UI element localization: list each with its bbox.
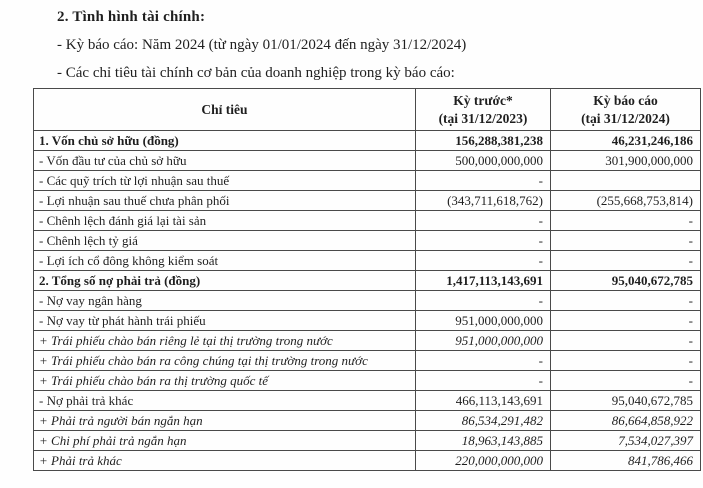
table-row xyxy=(34,411,701,431)
row-curr-value: 7,534,027,397 xyxy=(551,431,701,451)
financial-table-head xyxy=(34,89,701,131)
row-prev-value: - xyxy=(416,351,551,371)
row-curr-value: 841,786,466 xyxy=(551,451,701,471)
table-row xyxy=(34,151,701,171)
row-label: - Chênh lệch tỷ giá xyxy=(34,231,416,251)
table-row xyxy=(34,271,701,291)
row-prev-value: 1,417,113,143,691 xyxy=(416,271,551,291)
col-header-title: Kỳ trước* xyxy=(453,92,513,108)
col-header-subtitle: (tại 31/12/2023) xyxy=(438,110,528,126)
financial-table xyxy=(33,88,701,471)
row-prev-value: 86,534,291,482 xyxy=(416,411,551,431)
col-header-ky-bao-cao xyxy=(551,89,701,131)
row-curr-value xyxy=(551,171,701,191)
document-header xyxy=(0,0,703,82)
row-label: 2. Tổng số nợ phải trả (đồng) xyxy=(34,271,416,291)
row-prev-value: 156,288,381,238 xyxy=(416,131,551,151)
row-label: + Phải trả người bán ngắn hạn xyxy=(34,411,416,431)
table-row xyxy=(34,371,701,391)
table-row xyxy=(34,311,701,331)
table-row xyxy=(34,231,701,251)
row-label: + Trái phiếu chào bán ra công chúng tại thị trường trong nước xyxy=(34,351,416,371)
row-label: - Vốn đầu tư của chủ sở hữu xyxy=(34,151,416,171)
col-header-chi-tieu: Chỉ tiêu xyxy=(34,89,416,131)
row-label: + Chi phí phải trả ngắn hạn xyxy=(34,431,416,451)
row-label: - Chênh lệch đánh giá lại tài sản xyxy=(34,211,416,231)
financial-table-body xyxy=(34,131,701,471)
row-curr-value: - xyxy=(551,211,701,231)
row-prev-value: 500,000,000,000 xyxy=(416,151,551,171)
table-row xyxy=(34,451,701,471)
table-row xyxy=(34,191,701,211)
row-prev-value: 18,963,143,885 xyxy=(416,431,551,451)
row-prev-value: - xyxy=(416,251,551,271)
report-period-line: - Kỳ báo cáo: Năm 2024 (từ ngày 01/01/2024 đến ngày 31/12/2024) xyxy=(57,37,467,53)
row-label: - Các quỹ trích từ lợi nhuận sau thuế xyxy=(34,171,416,191)
row-label: - Nợ phải trả khác xyxy=(34,391,416,411)
row-label: - Nợ vay ngân hàng xyxy=(34,291,416,311)
row-prev-value: - xyxy=(416,231,551,251)
row-label: + Trái phiếu chào bán riêng lẻ tại thị trường trong nước xyxy=(34,331,416,351)
col-header-subtitle: (tại 31/12/2024) xyxy=(581,110,670,126)
row-curr-value: - xyxy=(551,351,701,371)
row-curr-value: - xyxy=(551,371,701,391)
row-curr-value: (255,668,753,814) xyxy=(551,191,701,211)
table-row xyxy=(34,431,701,451)
row-curr-value: 95,040,672,785 xyxy=(551,391,701,411)
row-curr-value: - xyxy=(551,251,701,271)
table-row xyxy=(34,131,701,151)
row-curr-value: - xyxy=(551,291,701,311)
row-curr-value: - xyxy=(551,231,701,251)
table-row xyxy=(34,251,701,271)
table-row xyxy=(34,391,701,411)
table-header-row xyxy=(34,89,701,131)
row-curr-value: - xyxy=(551,311,701,331)
table-row xyxy=(34,171,701,191)
row-prev-value: - xyxy=(416,211,551,231)
col-header-title: Kỳ báo cáo xyxy=(593,92,658,108)
table-row xyxy=(34,331,701,351)
row-curr-value: 95,040,672,785 xyxy=(551,271,701,291)
row-prev-value: (343,711,618,762) xyxy=(416,191,551,211)
table-row xyxy=(34,351,701,371)
col-header-ky-truoc xyxy=(416,89,551,131)
table-row xyxy=(34,211,701,231)
row-prev-value: 220,000,000,000 xyxy=(416,451,551,471)
row-curr-value: 86,664,858,922 xyxy=(551,411,701,431)
row-label: - Nợ vay từ phát hành trái phiếu xyxy=(34,311,416,331)
row-label: - Lợi nhuận sau thuế chưa phân phối xyxy=(34,191,416,211)
row-curr-value: 46,231,246,186 xyxy=(551,131,701,151)
row-curr-value: 301,900,000,000 xyxy=(551,151,701,171)
row-prev-value: - xyxy=(416,291,551,311)
row-prev-value: - xyxy=(416,371,551,391)
row-prev-value: 951,000,000,000 xyxy=(416,311,551,331)
row-prev-value: 466,113,143,691 xyxy=(416,391,551,411)
report-intro-line: - Các chỉ tiêu tài chính cơ bản của doanh nghiệp trong kỳ báo cáo: xyxy=(57,65,455,81)
row-label: 1. Vốn chủ sở hữu (đồng) xyxy=(34,131,416,151)
row-label: + Phải trả khác xyxy=(34,451,416,471)
section-title: 2. Tình hình tài chính: xyxy=(57,9,206,25)
row-prev-value: 951,000,000,000 xyxy=(416,331,551,351)
table-row xyxy=(34,291,701,311)
row-curr-value: - xyxy=(551,331,701,351)
row-label: - Lợi ích cổ đông không kiểm soát xyxy=(34,251,416,271)
row-prev-value: - xyxy=(416,171,551,191)
row-label: + Trái phiếu chào bán ra thị trường quốc tế xyxy=(34,371,416,391)
